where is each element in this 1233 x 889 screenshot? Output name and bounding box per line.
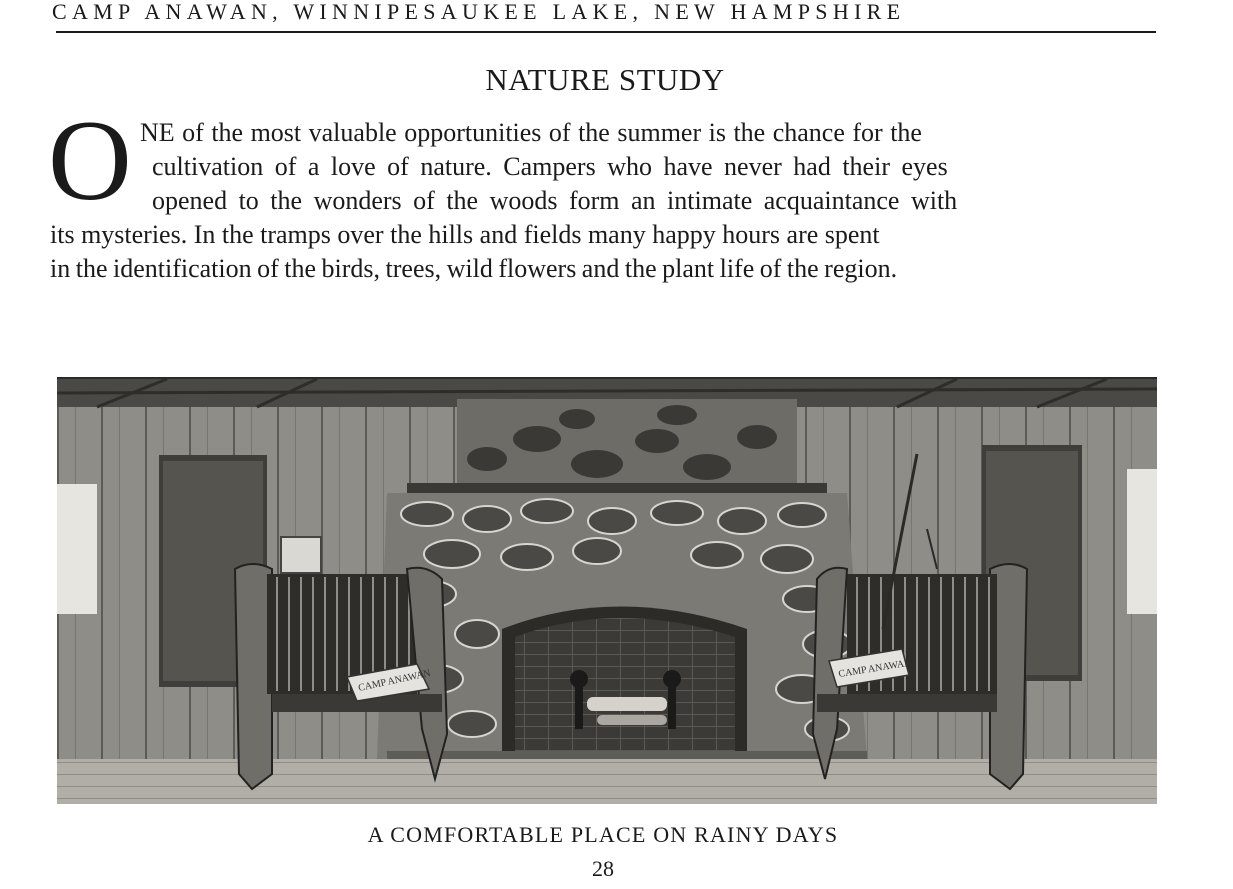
page-number: 28 <box>592 856 614 881</box>
pennant-right-text: CAMP ANAWAN <box>837 657 913 680</box>
paragraph-line-2: cultivation of a love of nature. Campers who have never had their eyes <box>152 152 948 181</box>
paragraph-line-4: its mysteries. In the tramps over the hills and fields many happy hours are spent <box>50 220 880 249</box>
header-rule <box>56 31 1156 33</box>
running-header: CAMP ANAWAN, WINNIPESAUKEE LAKE, NEW HAMPSHIRE <box>52 0 906 24</box>
drop-cap: O <box>48 97 132 225</box>
section-title: NATURE STUDY <box>485 62 725 97</box>
photo-caption: A COMFORTABLE PLACE ON RAINY DAYS <box>367 822 839 847</box>
paragraph-line-5: in the identification of the birds, trees, wild flowers and the plant life of the region. <box>50 254 898 283</box>
paragraph-line-1: NE of the most valuable opportunities of the summer is the chance for the <box>140 118 922 147</box>
pennant-left-text: CAMP ANAWAN <box>357 667 432 694</box>
fireplace-photo <box>57 377 1157 804</box>
paragraph-line-3: opened to the wonders of the woods form an intimate acquaintance with <box>152 186 958 215</box>
